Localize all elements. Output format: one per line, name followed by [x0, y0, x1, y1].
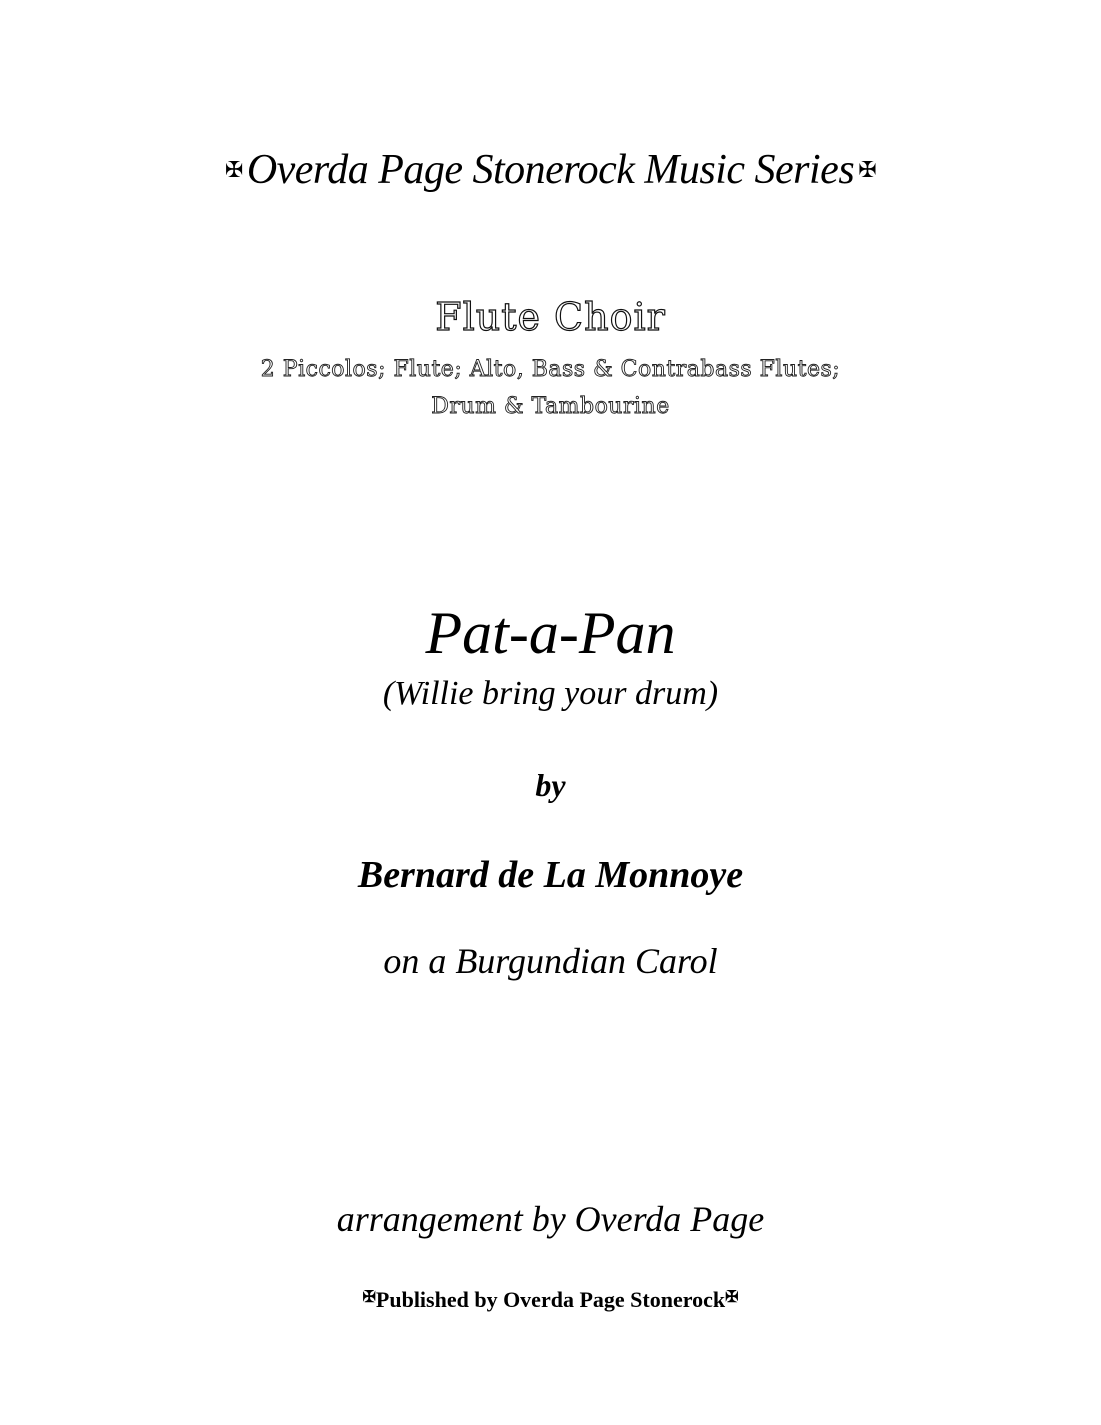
series-title: Overda Page Stonerock Music Series — [246, 147, 855, 193]
series-heading — [0, 142, 1101, 198]
maltese-cross-icon: ✠ — [224, 157, 243, 182]
ensemble-title: Flute Choir — [435, 295, 666, 339]
by-label: by — [535, 767, 566, 803]
publisher-credit — [0, 1283, 1101, 1315]
arranger-credit: arrangement by Overda Page — [336, 1199, 765, 1239]
maltese-cross-icon: ✠ — [725, 1289, 739, 1306]
instrumentation-line-2: Drum & Tambourine — [431, 394, 670, 419]
work-title: Pat-a-Pan — [425, 600, 676, 666]
source-note: on a Burgundian Carol — [383, 941, 718, 981]
instrumentation-line-1: 2 Piccolos; Flute; Alto, Bass & Contrabass Flutes; — [260, 357, 841, 382]
composer-name: Bernard de La Monnoye — [357, 854, 744, 896]
publisher-text: Published by Overda Page Stonerock — [375, 1287, 726, 1312]
maltese-cross-icon: ✠ — [858, 157, 877, 182]
maltese-cross-icon: ✠ — [362, 1289, 376, 1306]
work-subtitle: (Willie bring your drum) — [382, 675, 719, 712]
